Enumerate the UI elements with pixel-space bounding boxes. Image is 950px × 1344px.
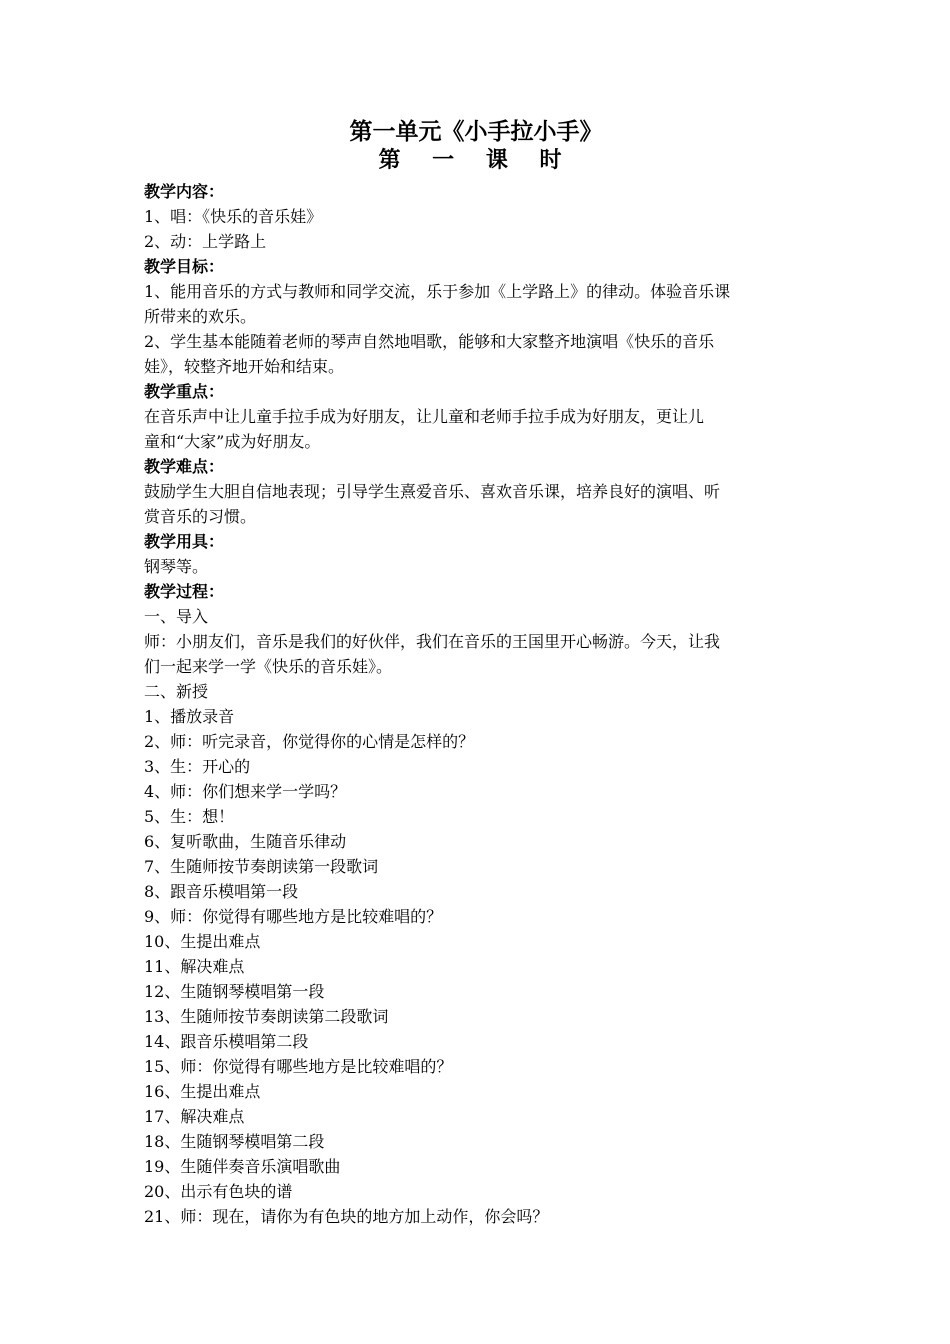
goal-line: 2、学生基本能随着老师的琴声自然地唱歌，能够和大家整齐地演唱《快乐的音乐 bbox=[144, 332, 715, 351]
section-process bbox=[144, 579, 808, 1229]
process-step: 14、跟音乐模唱第二段 bbox=[144, 1032, 309, 1051]
section-heading-content: 教学内容： bbox=[144, 182, 225, 201]
process-step: 7、生随师按节奏朗读第一段歌词 bbox=[144, 857, 379, 876]
content-item: 2、动：上学路上 bbox=[144, 232, 267, 251]
section-heading-process: 教学过程： bbox=[144, 582, 225, 601]
section-difficulties bbox=[144, 454, 808, 529]
process-step: 15、师：你觉得有哪些地方是比较难唱的？ bbox=[144, 1057, 453, 1076]
process-step: 19、生随伴奏音乐演唱歌曲 bbox=[144, 1157, 341, 1176]
process-step: 13、生随师按节奏朗读第二段歌词 bbox=[144, 1007, 389, 1026]
process-step: 8、跟音乐模唱第一段 bbox=[144, 882, 299, 901]
section-goals bbox=[144, 254, 808, 379]
process-step: 6、复听歌曲，生随音乐律动 bbox=[144, 832, 347, 851]
process-step: 16、生提出难点 bbox=[144, 1082, 261, 1101]
section-content bbox=[144, 179, 808, 254]
key-point-line: 童和“大家”成为好朋友。 bbox=[144, 432, 321, 451]
intro-title: 一、导入 bbox=[144, 607, 209, 626]
document-title: 第一单元《小手拉小手》 bbox=[349, 119, 603, 145]
lesson-subtitle: 第 一 课 时 bbox=[378, 148, 574, 173]
section-heading-tools: 教学用具： bbox=[144, 532, 225, 551]
section-key-points bbox=[144, 379, 808, 454]
section-tools bbox=[144, 529, 808, 579]
section-heading-difficulties: 教学难点： bbox=[144, 457, 225, 476]
process-step: 11、解决难点 bbox=[144, 957, 245, 976]
process-step: 12、生随钢琴模唱第一段 bbox=[144, 982, 325, 1001]
process-step: 2、师：听完录音，你觉得你的心情是怎样的？ bbox=[144, 732, 475, 751]
document-page bbox=[144, 118, 808, 1229]
process-step: 18、生随钢琴模唱第二段 bbox=[144, 1132, 325, 1151]
section-heading-key-points: 教学重点： bbox=[144, 382, 225, 401]
intro-line: 们一起来学一学《快乐的音乐娃》。 bbox=[144, 657, 393, 676]
process-step: 1、播放录音 bbox=[144, 707, 235, 726]
process-step: 5、生：想！ bbox=[144, 807, 235, 826]
process-step: 4、师：你们想来学一学吗？ bbox=[144, 782, 347, 801]
process-step: 10、生提出难点 bbox=[144, 932, 261, 951]
section-heading-goals: 教学目标： bbox=[144, 257, 225, 276]
goal-line: 所带来的欢乐。 bbox=[144, 307, 257, 326]
process-step: 20、出示有色块的谱 bbox=[144, 1182, 293, 1201]
process-step: 17、解决难点 bbox=[144, 1107, 245, 1126]
content-item: 1、唱：《快乐的音乐娃》 bbox=[144, 207, 323, 226]
difficulty-line: 赏音乐的习惯。 bbox=[144, 507, 257, 526]
intro-line: 师：小朋友们，音乐是我们的好伙伴，我们在音乐的王国里开心畅游。今天，让我 bbox=[144, 632, 721, 651]
goal-line: 1、能用音乐的方式与教师和同学交流，乐于参加《上学路上》的律动。体验音乐课 bbox=[144, 282, 731, 301]
process-steps-list bbox=[144, 704, 808, 1229]
process-step: 21、师：现在，请你为有色块的地方加上动作，你会吗？ bbox=[144, 1207, 549, 1226]
process-step: 3、生：开心的 bbox=[144, 757, 251, 776]
new-lesson-title: 二、新授 bbox=[144, 682, 209, 701]
key-point-line: 在音乐声中让儿童手拉手成为好朋友，让儿童和老师手拉手成为好朋友，更让儿 bbox=[144, 407, 705, 426]
difficulty-line: 鼓励学生大胆自信地表现；引导学生熹爱音乐、喜欢音乐课，培养良好的演唱、听 bbox=[144, 482, 721, 501]
tools-text: 钢琴等。 bbox=[144, 557, 209, 576]
process-step: 9、师：你觉得有哪些地方是比较难唱的？ bbox=[144, 907, 443, 926]
goal-line: 娃》，较整齐地开始和结束。 bbox=[144, 357, 345, 376]
